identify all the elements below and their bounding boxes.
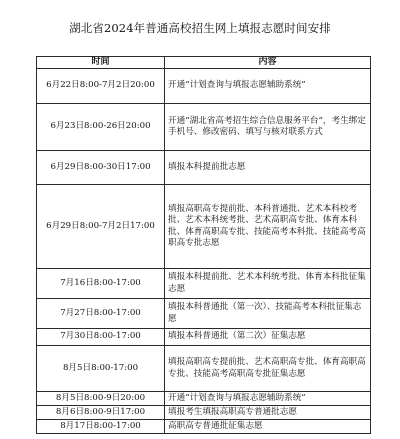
time-cell: 8月5日8:00-9日20:00	[37, 392, 165, 406]
content-cell: 填报本科普通批（第一次）、技能高考本科批征集志愿	[165, 299, 371, 329]
time-cell: 7月27日8:00-17:00	[37, 299, 165, 329]
content-cell: 开通“湖北省高考招生综合信息服务平台”，考生绑定手机号、修改密码、填写与核对联系方式	[165, 104, 371, 151]
time-cell: 6月29日8:00-30日17:00	[37, 151, 165, 185]
table-row	[37, 185, 371, 269]
table-row	[37, 406, 371, 420]
time-cell: 7月30日8:00-17:00	[37, 329, 165, 346]
page-title: 湖北省2024年普通高校招生网上填报志愿时间安排	[69, 21, 331, 35]
column-header-content: 内容	[165, 57, 371, 69]
time-cell: 6月23日8:00-26日20:00	[37, 104, 165, 151]
content-cell: 高职高专普通批征集志愿	[165, 420, 371, 434]
content-cell: 填报高职高专提前批、艺术高职高专批、体育高职高专批、技能高考高职高专批征集志愿	[165, 346, 371, 392]
content-cell: 填报考生填报高职高专普通批志愿	[165, 406, 371, 420]
time-cell: 8月6日8:00-9日17:00	[37, 406, 165, 420]
time-cell: 6月29日8:00-7月2日17:00	[37, 185, 165, 269]
table-row	[37, 104, 371, 151]
content-cell: 填报本科提前批、艺术本科统考批、体育本科批征集志愿	[165, 269, 371, 299]
content-cell: 开通“计划查询与填报志愿辅助系统”	[165, 392, 371, 406]
time-cell: 7月16日8:00-17:00	[37, 269, 165, 299]
table-row	[37, 392, 371, 406]
table-row	[37, 269, 371, 299]
column-header-time: 时间	[37, 57, 165, 69]
table-header-row	[37, 57, 371, 69]
table-row	[37, 299, 371, 329]
table-row	[37, 346, 371, 392]
time-cell: 6月22日8:00-7月2日20:00	[37, 69, 165, 104]
schedule-table	[36, 56, 371, 434]
time-cell: 8月5日8:00-17:00	[37, 346, 165, 392]
table-row	[37, 329, 371, 346]
table-row	[37, 420, 371, 434]
content-cell: 开通“计划查询与填报志愿辅助系统”	[165, 69, 371, 104]
content-cell: 填报本科普通批（第二次）征集志愿	[165, 329, 371, 346]
table-row	[37, 69, 371, 104]
time-cell: 8月17日8:00-17:00	[37, 420, 165, 434]
table-row	[37, 151, 371, 185]
content-cell: 填报高职高专提前批、本科普通批、艺术本科校考批、艺术本科统考批、艺术高职高专批、体育本科批、体育高职高专批、技能高考本科批、技能高考高职高专批志愿	[165, 185, 371, 269]
content-cell: 填报本科提前批志愿	[165, 151, 371, 185]
